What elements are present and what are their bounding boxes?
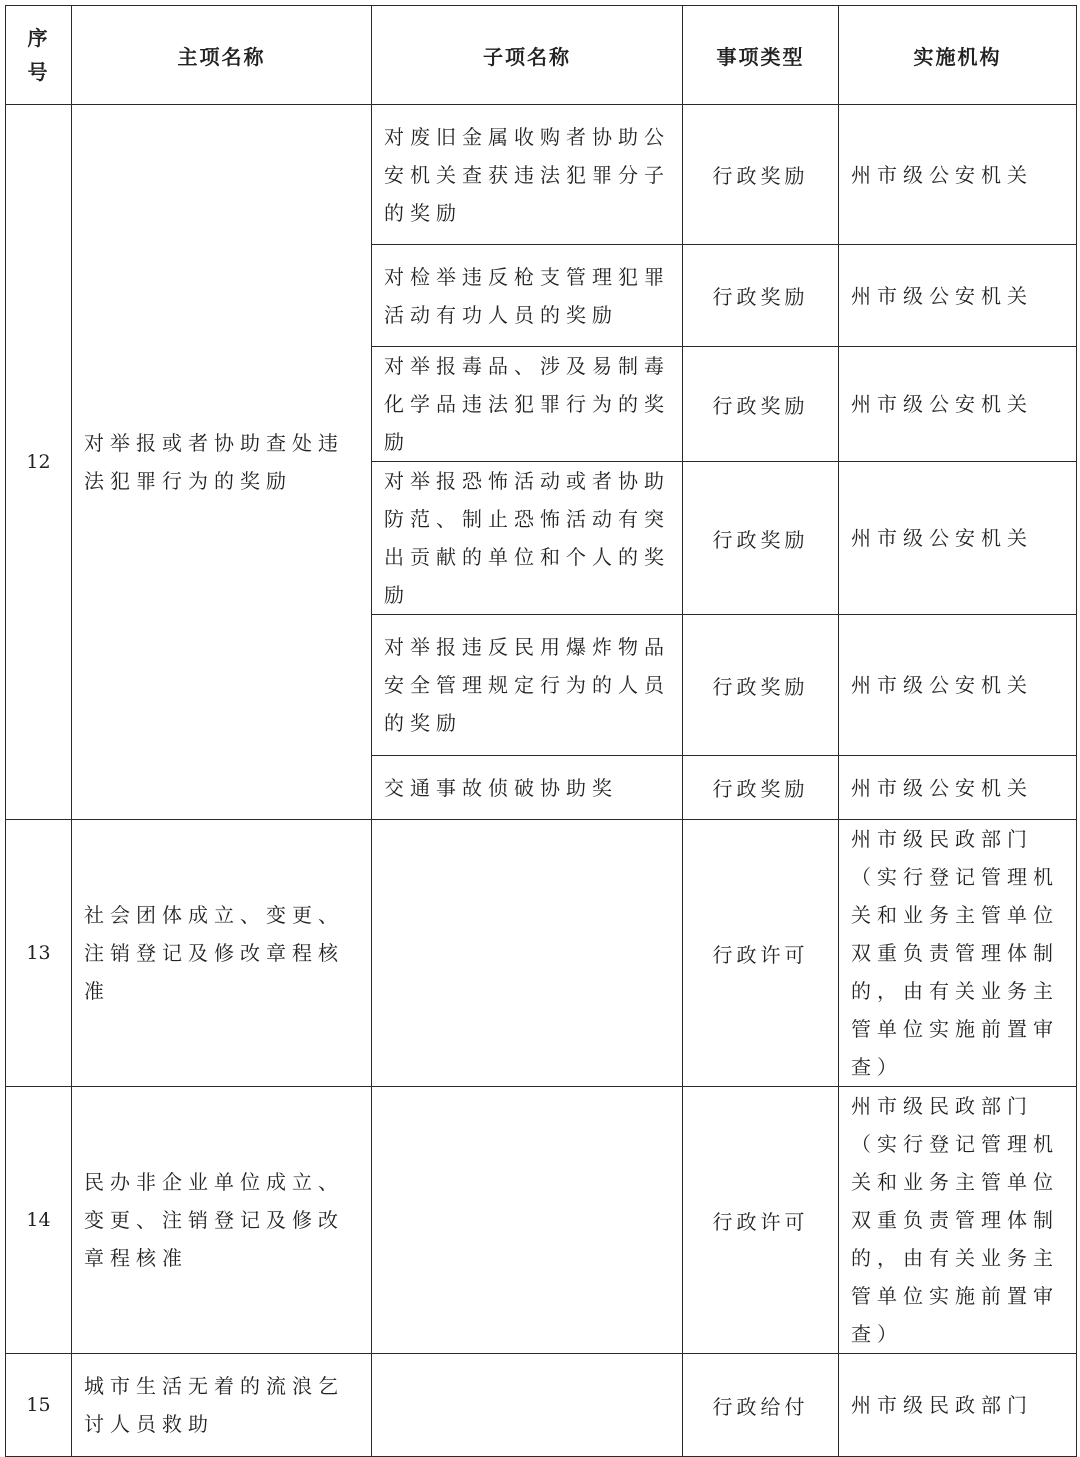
- row-org: 州市级公安机关: [839, 105, 1077, 245]
- row-org: 州市级公安机关: [839, 756, 1077, 820]
- items-table: [5, 5, 1077, 1457]
- row-org: 州市级民政部门: [839, 1354, 1077, 1457]
- row-type: 行政奖励: [683, 347, 839, 462]
- row-type: 行政许可: [683, 1087, 839, 1354]
- row-type: 行政许可: [683, 820, 839, 1087]
- row-sub-name: [372, 1354, 683, 1457]
- row-sub-name: [372, 1087, 683, 1354]
- row-main-name: 对举报或者协助查处违法犯罪行为的奖励: [72, 105, 372, 820]
- row-sub-name: 对举报恐怖活动或者协助防范、制止恐怖活动有突出贡献的单位和个人的奖励: [372, 462, 683, 615]
- row-type: 行政奖励: [683, 245, 839, 347]
- header-org: 实施机构: [839, 6, 1077, 105]
- row-type: 行政奖励: [683, 615, 839, 756]
- row-main-name: 城市生活无着的流浪乞讨人员救助: [72, 1354, 372, 1457]
- table-row: [6, 1354, 1077, 1457]
- row-type: 行政奖励: [683, 756, 839, 820]
- row-sub-name: 对检举违反枪支管理犯罪活动有功人员的奖励: [372, 245, 683, 347]
- row-sub-name: 对废旧金属收购者协助公安机关查获违法犯罪分子的奖励: [372, 105, 683, 245]
- row-org: 州市级公安机关: [839, 615, 1077, 756]
- table-row: [6, 1087, 1077, 1354]
- header-main: 主项名称: [72, 6, 372, 105]
- row-seq: 12: [6, 105, 72, 820]
- row-type: 行政奖励: [683, 105, 839, 245]
- row-main-name: 民办非企业单位成立、变更、注销登记及修改章程核准: [72, 1087, 372, 1354]
- row-org: 州市级公安机关: [839, 462, 1077, 615]
- row-seq: 14: [6, 1087, 72, 1354]
- table-row: [6, 105, 1077, 245]
- table-row: [6, 820, 1077, 1087]
- row-org: 州市级民政部门（实行登记管理机关和业务主管单位双重负责管理体制的，由有关业务主管单位实施前置审查）: [839, 820, 1077, 1087]
- row-seq: 13: [6, 820, 72, 1087]
- row-type: 行政给付: [683, 1354, 839, 1457]
- row-sub-name: [372, 820, 683, 1087]
- row-sub-name: 对举报违反民用爆炸物品安全管理规定行为的人员的奖励: [372, 615, 683, 756]
- row-org: 州市级公安机关: [839, 245, 1077, 347]
- row-sub-name: 对举报毒品、涉及易制毒化学品违法犯罪行为的奖励: [372, 347, 683, 462]
- row-sub-name: 交通事故侦破协助奖: [372, 756, 683, 820]
- header-row: [6, 6, 1077, 105]
- header-sub: 子项名称: [372, 6, 683, 105]
- row-seq: 15: [6, 1354, 72, 1457]
- row-org: 州市级公安机关: [839, 347, 1077, 462]
- row-type: 行政奖励: [683, 462, 839, 615]
- row-org: 州市级民政部门（实行登记管理机关和业务主管单位双重负责管理体制的，由有关业务主管单位实施前置审查）: [839, 1087, 1077, 1354]
- header-type: 事项类型: [683, 6, 839, 105]
- row-main-name: 社会团体成立、变更、注销登记及修改章程核准: [72, 820, 372, 1087]
- header-seq: 序号: [6, 6, 72, 105]
